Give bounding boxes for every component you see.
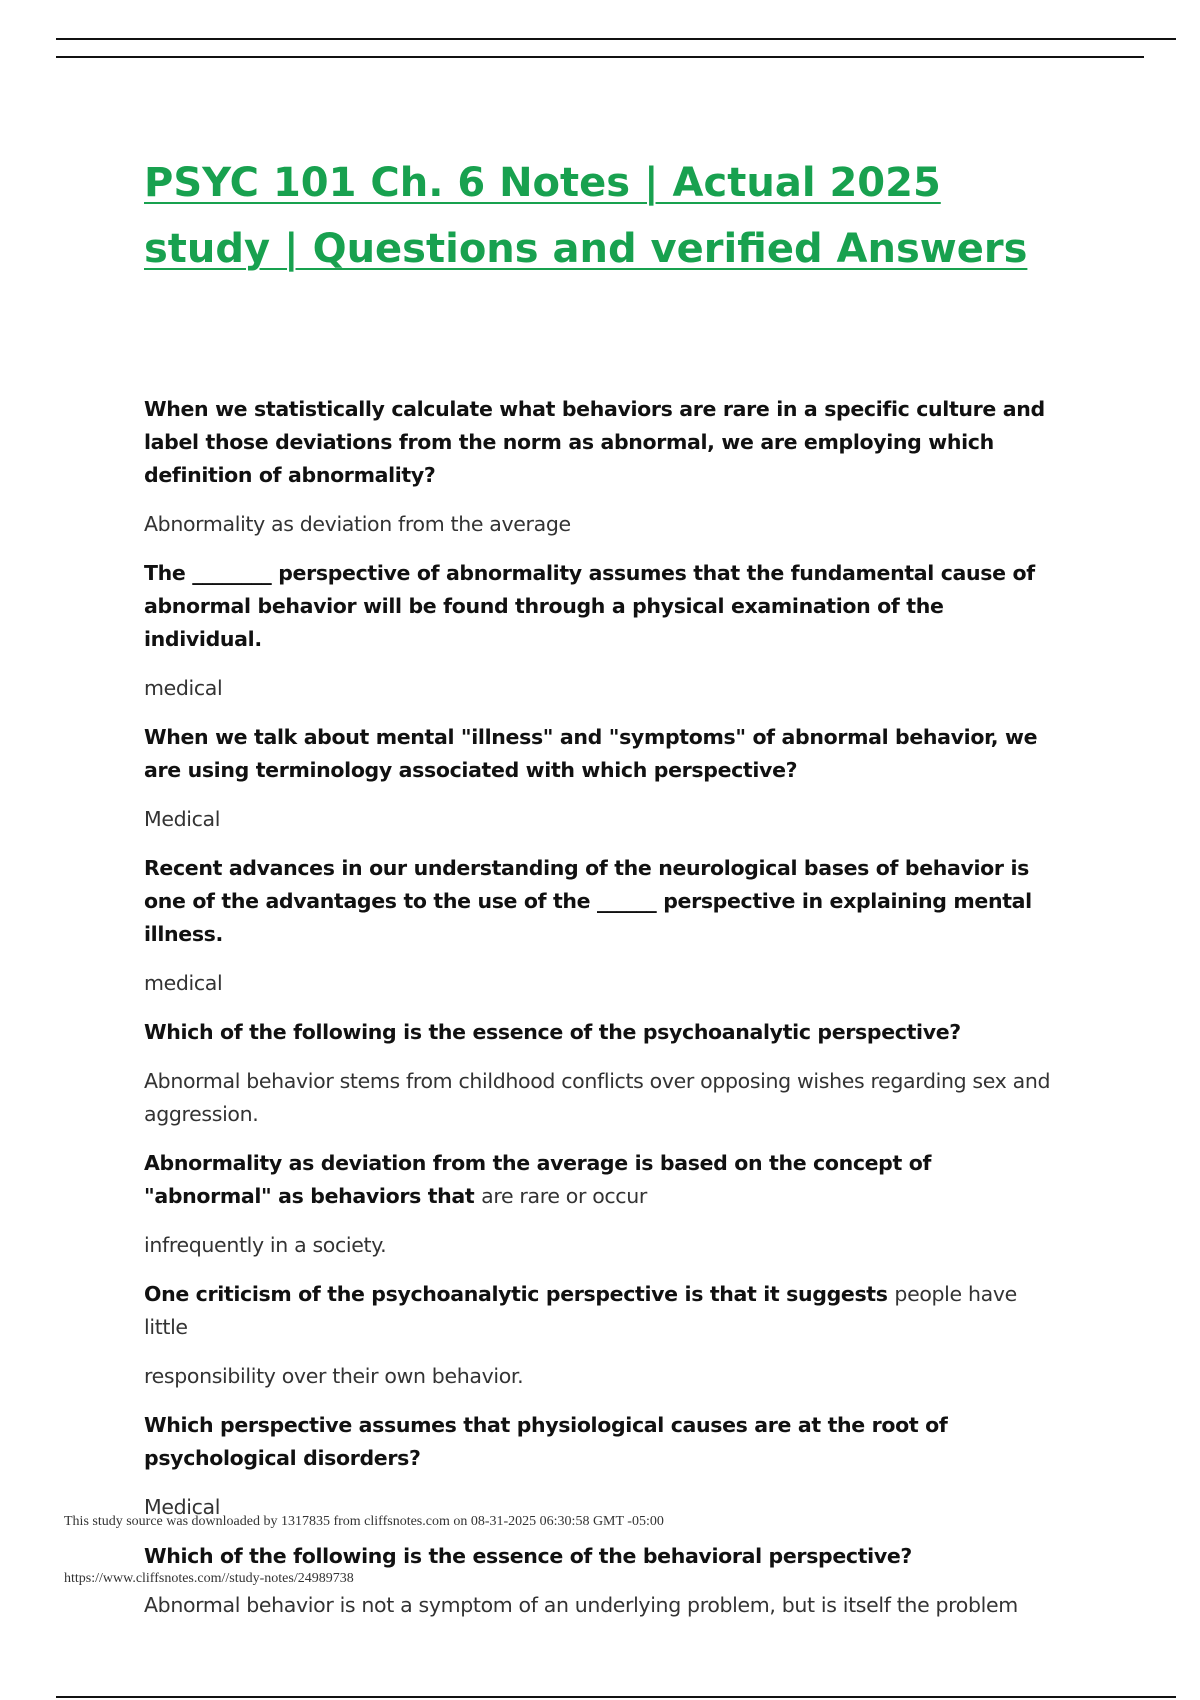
question-text: When we talk about mental "illness" and "symptoms" of abnormal behavior, we are using terminology associated with which perspective? (144, 725, 1038, 782)
qa-item (144, 721, 1064, 852)
qa-item (144, 393, 1064, 557)
question-text: Which perspective assumes that physiological causes are at the root of psychological disorders? (144, 1413, 948, 1470)
bottom-rule (56, 1696, 1176, 1698)
answer-text: Abnormality as deviation from the average (144, 512, 571, 536)
document-title: PSYC 101 Ch. 6 Notes | Actual 2025 study | Questions and verified Answers (144, 160, 1028, 272)
answer-text: infrequently in a society. (144, 1233, 387, 1257)
question-text: The ________ perspective of abnormality assumes that the fundamental cause of abnormal behavior will be found through a physical examination of the individual. (144, 561, 1035, 651)
download-notice: This study source was downloaded by 1317835 from cliffsnotes.com on 08-31-2025 06:30:58 GMT -05:00 (64, 1514, 664, 1529)
answer-text: responsibility over their own behavior. (144, 1364, 524, 1388)
question-text (144, 1278, 1064, 1344)
question-line-1: Abnormality as deviation from the average is based on the concept of (144, 1151, 932, 1175)
qa-item (144, 1016, 1064, 1147)
question-line-2: "abnormal" as behaviors that (144, 1184, 475, 1208)
answer-text: Abnormal behavior stems from childhood conflicts over opposing wishes regarding sex and aggression. (144, 1069, 1051, 1126)
source-url: https://www.cliffsnotes.com//study-notes/24989738 (64, 1571, 354, 1586)
answer-text: medical (144, 971, 223, 995)
qa-item (144, 852, 1064, 1016)
qa-list (144, 393, 1064, 1622)
answer-inline-text: are rare or occur (481, 1184, 647, 1208)
answer-text: Medical (144, 807, 221, 831)
qa-item (144, 1147, 1064, 1278)
answer-inline-text: people have little (144, 1282, 1017, 1339)
qa-item (144, 1278, 1064, 1409)
answer-text: Abnormal behavior is not a symptom of an underlying problem, but is itself the problem (144, 1593, 1018, 1617)
answer-text: Medical (144, 1495, 221, 1519)
question-text (144, 1147, 1064, 1213)
question-text: Which of the following is the essence of the behavioral perspective? (144, 1544, 912, 1568)
answer-text: medical (144, 676, 223, 700)
top-rule-secondary (56, 56, 1144, 58)
question-line: One criticism of the psychoanalytic perspective is that it suggests (144, 1282, 888, 1306)
top-rule (56, 38, 1176, 40)
question-text: When we statistically calculate what behaviors are rare in a specific culture and label those deviations from the norm as abnormal, we are employing which definition of abnormality? (144, 397, 1045, 487)
qa-item (144, 557, 1064, 721)
question-text: Which of the following is the essence of the psychoanalytic perspective? (144, 1020, 961, 1044)
question-text: Recent advances in our understanding of the neurological bases of behavior is one of the advantages to the use of the ______ perspective in explaining mental illness. (144, 856, 1032, 946)
